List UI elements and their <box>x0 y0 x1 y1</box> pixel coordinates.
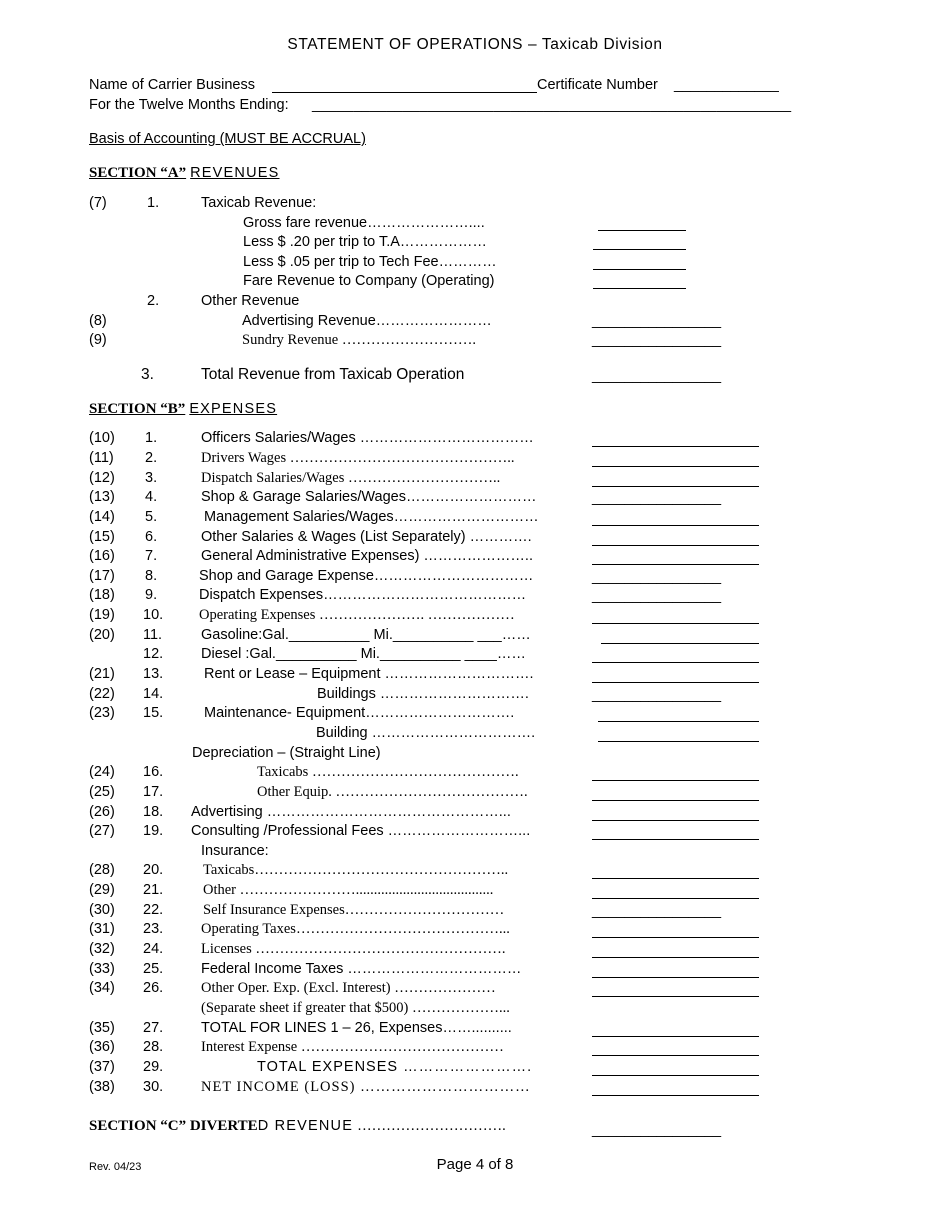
line-num: 11. <box>143 627 163 643</box>
line-num: 22. <box>143 902 164 918</box>
expense-line-label: Dispatch Expenses…………………………………… <box>199 587 527 603</box>
expense-line-label: Gasoline:Gal.__________ Mi.__________ ___…… <box>201 627 531 643</box>
line-ref: (25) <box>89 784 115 800</box>
less-tech-fee-label: Less $ .05 per trip to Tech Fee………… <box>243 254 497 270</box>
expense-amount-field[interactable] <box>592 1055 759 1056</box>
expense-line-label: Operating Expenses …………………. ……………… <box>199 607 515 623</box>
period-field[interactable]: __________________________________________________________ <box>312 97 792 113</box>
expense-line-label: Rent or Lease – Equipment …………………………. <box>204 666 534 682</box>
period-label: For the Twelve Months Ending: <box>89 97 289 113</box>
carrier-name-label: Name of Carrier Business <box>89 77 255 93</box>
gross-fare-label: Gross fare revenue………………….... <box>243 215 485 231</box>
line-ref: (19) <box>89 607 115 623</box>
expense-amount-field[interactable] <box>592 682 759 683</box>
line-ref: (11) <box>89 450 114 466</box>
expense-amount-field[interactable] <box>592 878 759 879</box>
line-num: 23. <box>143 921 164 937</box>
line-ref: (13) <box>89 489 115 505</box>
expense-line-label: Maintenance- Equipment…………………………. <box>204 705 515 721</box>
line-num: 6. <box>145 529 158 545</box>
line-num: 24. <box>143 941 164 957</box>
line-ref: (36) <box>89 1039 115 1055</box>
expense-line-label: Licenses ……………………………………………. <box>201 941 506 957</box>
expense-line-label: Insurance: <box>201 843 269 859</box>
expense-line-label: Buildings …………………………. <box>317 686 529 702</box>
line-num: 20. <box>143 862 164 878</box>
line-num: 29. <box>143 1059 164 1075</box>
expense-line-label: Advertising …………………………………………... <box>191 804 511 820</box>
taxicab-revenue-label: Taxicab Revenue: <box>201 195 317 211</box>
line-num: 5. <box>145 509 158 525</box>
expense-amount-field[interactable] <box>592 525 759 526</box>
section-b-title: EXPENSES <box>189 401 278 417</box>
line-ref: (20) <box>89 627 115 643</box>
section-a-title: REVENUES <box>190 165 280 181</box>
expense-amount-field[interactable] <box>598 721 759 722</box>
line-num: 17. <box>143 784 164 800</box>
diverted-revenue-field[interactable]: ________________ <box>592 1122 722 1138</box>
line-num: 16. <box>143 764 164 780</box>
line-num: 27. <box>143 1020 164 1036</box>
sundry-revenue-label: Sundry Revenue ………………………. <box>242 332 476 348</box>
expense-line-label: Officers Salaries/Wages ……………………………… <box>201 430 534 446</box>
line-ref: (35) <box>89 1020 115 1036</box>
expense-amount-field[interactable] <box>592 446 759 447</box>
line-num: 1. <box>147 195 160 211</box>
expense-line-label: Shop & Garage Salaries/Wages……………………… <box>201 489 537 505</box>
expense-amount-field[interactable] <box>592 977 759 978</box>
expense-amount-field[interactable] <box>592 662 759 663</box>
line-num: 3. <box>145 470 158 486</box>
expense-amount-field[interactable] <box>592 937 759 938</box>
line-num: 12. <box>143 646 164 662</box>
expense-amount-field[interactable] <box>592 564 759 565</box>
expense-line-label: Federal Income Taxes ……………………………… <box>201 961 522 977</box>
line-num: 21. <box>143 882 164 898</box>
line-ref: (24) <box>89 764 115 780</box>
expense-amount-field[interactable] <box>592 800 759 801</box>
less-tech-fee-field[interactable] <box>593 269 686 270</box>
line-ref: (14) <box>89 509 115 525</box>
expense-line-label: Drivers Wages ……………………………………….. <box>201 450 515 466</box>
expense-amount-field[interactable] <box>592 996 759 997</box>
line-ref: (17) <box>89 568 115 584</box>
expense-line-label: Management Salaries/Wages………………………… <box>204 509 539 525</box>
expense-line-label: Operating Taxes……………………………………... <box>201 921 510 937</box>
expense-line-label: Self Insurance Expenses…………………………… <box>203 902 505 918</box>
expense-amount-field[interactable] <box>592 623 759 624</box>
expense-line-label: Other ……………………...................................... <box>203 882 494 898</box>
expense-amount-field[interactable] <box>598 741 759 742</box>
expense-line-label: NET INCOME (LOSS) …………………………… <box>201 1079 531 1095</box>
section-b-heading <box>89 400 277 418</box>
line-num: 2. <box>147 293 160 309</box>
line-num: 2. <box>145 450 158 466</box>
line-ref: (30) <box>89 902 115 918</box>
line-num: 30. <box>143 1079 164 1095</box>
line-ref: (16) <box>89 548 115 564</box>
gross-fare-field[interactable] <box>598 230 686 231</box>
fare-revenue-company-field[interactable] <box>593 288 686 289</box>
line-num: 10. <box>143 607 164 623</box>
expense-line-label: TOTAL FOR LINES 1 – 26, Expenses…….......... <box>201 1020 512 1036</box>
line-ref: (21) <box>89 666 115 682</box>
expense-amount-field[interactable] <box>592 1036 759 1037</box>
expense-line-label: Dispatch Salaries/Wages ………………………….. <box>201 470 501 486</box>
advertising-revenue-label: Advertising Revenue…………………… <box>242 313 492 329</box>
line-num: 15. <box>143 705 164 721</box>
page-number: Page 4 of 8 <box>436 1156 514 1173</box>
line-num: 25. <box>143 961 164 977</box>
line-num: 8. <box>145 568 158 584</box>
section-c-title: D REVENUE <box>257 1118 354 1134</box>
expense-line-label: TOTAL EXPENSES ……………………. <box>257 1059 533 1075</box>
advertising-revenue-field[interactable]: ________________ <box>592 313 722 329</box>
expense-line-label: Consulting /Professional Fees ………………………... <box>191 823 531 839</box>
page-title: STATEMENT OF OPERATIONS – Taxicab Division <box>287 36 663 53</box>
line-ref: (27) <box>89 823 115 839</box>
expense-amount-field[interactable]: ________________ <box>592 569 722 585</box>
line-ref: (32) <box>89 941 115 957</box>
expense-line-label: Interest Expense …………………………………… <box>201 1039 504 1055</box>
expense-line-label: Building ……………………………. <box>316 725 536 741</box>
section-c-heading <box>89 1117 506 1135</box>
other-revenue-label: Other Revenue <box>201 293 300 309</box>
line-ref: (26) <box>89 804 115 820</box>
line-ref: (7) <box>89 195 107 211</box>
expense-amount-field[interactable] <box>592 1095 759 1096</box>
line-ref: (28) <box>89 862 115 878</box>
expense-line-label: General Administrative Expenses) ………………….. <box>201 548 533 564</box>
expense-amount-field[interactable] <box>592 780 759 781</box>
line-ref: (29) <box>89 882 115 898</box>
total-revenue-label: Total Revenue from Taxicab Operation <box>201 366 465 383</box>
expense-amount-field[interactable] <box>592 957 759 958</box>
expense-line-label: Taxicabs ……………………………………. <box>257 764 519 780</box>
expense-amount-field[interactable] <box>592 545 759 546</box>
line-num: 19. <box>143 823 164 839</box>
sundry-revenue-field[interactable]: ________________ <box>592 332 722 348</box>
line-ref: (31) <box>89 921 115 937</box>
section-a-prefix: SECTION “A” <box>89 165 187 181</box>
expense-line-label: Other Equip. …………………………………. <box>257 784 528 800</box>
expense-amount-field[interactable]: ________________ <box>592 687 722 703</box>
expense-amount-field[interactable]: ________________ <box>592 903 722 919</box>
expense-amount-field[interactable] <box>601 643 759 644</box>
fare-revenue-company-label: Fare Revenue to Company (Operating) <box>243 273 495 289</box>
expense-amount-field[interactable] <box>592 839 759 840</box>
line-num: 4. <box>145 489 158 505</box>
line-ref: (38) <box>89 1079 115 1095</box>
certificate-label: Certificate Number <box>537 77 658 93</box>
expense-line-label: Depreciation – (Straight Line) <box>192 745 381 761</box>
line-num: 28. <box>143 1039 164 1055</box>
line-num: 14. <box>143 686 164 702</box>
line-ref: (37) <box>89 1059 115 1075</box>
expense-amount-field[interactable] <box>592 820 759 821</box>
section-c-dots: …………………………. <box>357 1118 506 1134</box>
expense-amount-field[interactable] <box>592 486 759 487</box>
expense-amount-field[interactable] <box>592 1075 759 1076</box>
line-num: 1. <box>145 430 158 446</box>
expense-amount-field[interactable] <box>592 466 759 467</box>
section-c-prefix: SECTION “C” DIVERTE <box>89 1118 258 1134</box>
line-num: 26. <box>143 980 164 996</box>
line-ref: (10) <box>89 430 115 446</box>
less-ta-field[interactable] <box>593 249 686 250</box>
expense-line-label: Other Oper. Exp. (Excl. Interest) ………………… <box>201 980 496 996</box>
basis-of-accounting: Basis of Accounting (MUST BE ACCRUAL) <box>89 131 366 147</box>
line-ref: (33) <box>89 961 115 977</box>
expense-amount-field[interactable]: ________________ <box>592 588 722 604</box>
carrier-name-field[interactable] <box>272 76 537 93</box>
line-ref: (9) <box>89 332 107 348</box>
expense-line-label: Diesel :Gal.__________ Mi.__________ ____…… <box>201 646 526 662</box>
line-ref: (18) <box>89 587 115 603</box>
line-num: 3. <box>141 366 154 383</box>
less-ta-label: Less $ .20 per trip to T.A……………… <box>243 234 487 250</box>
line-ref: (15) <box>89 529 115 545</box>
revision-date: Rev. 04/23 <box>89 1161 142 1173</box>
section-a-heading <box>89 164 280 182</box>
line-ref: (23) <box>89 705 115 721</box>
certificate-field[interactable]: _____________ <box>674 77 779 93</box>
expense-line-label: Taxicabs…………………………………………….. <box>203 862 509 878</box>
line-num: 9. <box>145 587 158 603</box>
expense-line-label: (Separate sheet if greater that $500) ………………... <box>201 1000 510 1016</box>
total-revenue-field[interactable]: ________________ <box>592 368 722 384</box>
expense-line-label: Shop and Garage Expense…………………………… <box>199 568 534 584</box>
expense-amount-field[interactable]: ________________ <box>592 490 722 506</box>
line-ref: (8) <box>89 313 107 329</box>
section-b-prefix: SECTION “B” <box>89 401 186 417</box>
expense-line-label: Other Salaries & Wages (List Separately) …………. <box>201 529 532 545</box>
line-ref: (34) <box>89 980 115 996</box>
line-num: 7. <box>145 548 158 564</box>
line-ref: (22) <box>89 686 115 702</box>
line-num: 18. <box>143 804 164 820</box>
line-num: 13. <box>143 666 164 682</box>
line-ref: (12) <box>89 470 115 486</box>
expense-amount-field[interactable] <box>592 898 759 899</box>
